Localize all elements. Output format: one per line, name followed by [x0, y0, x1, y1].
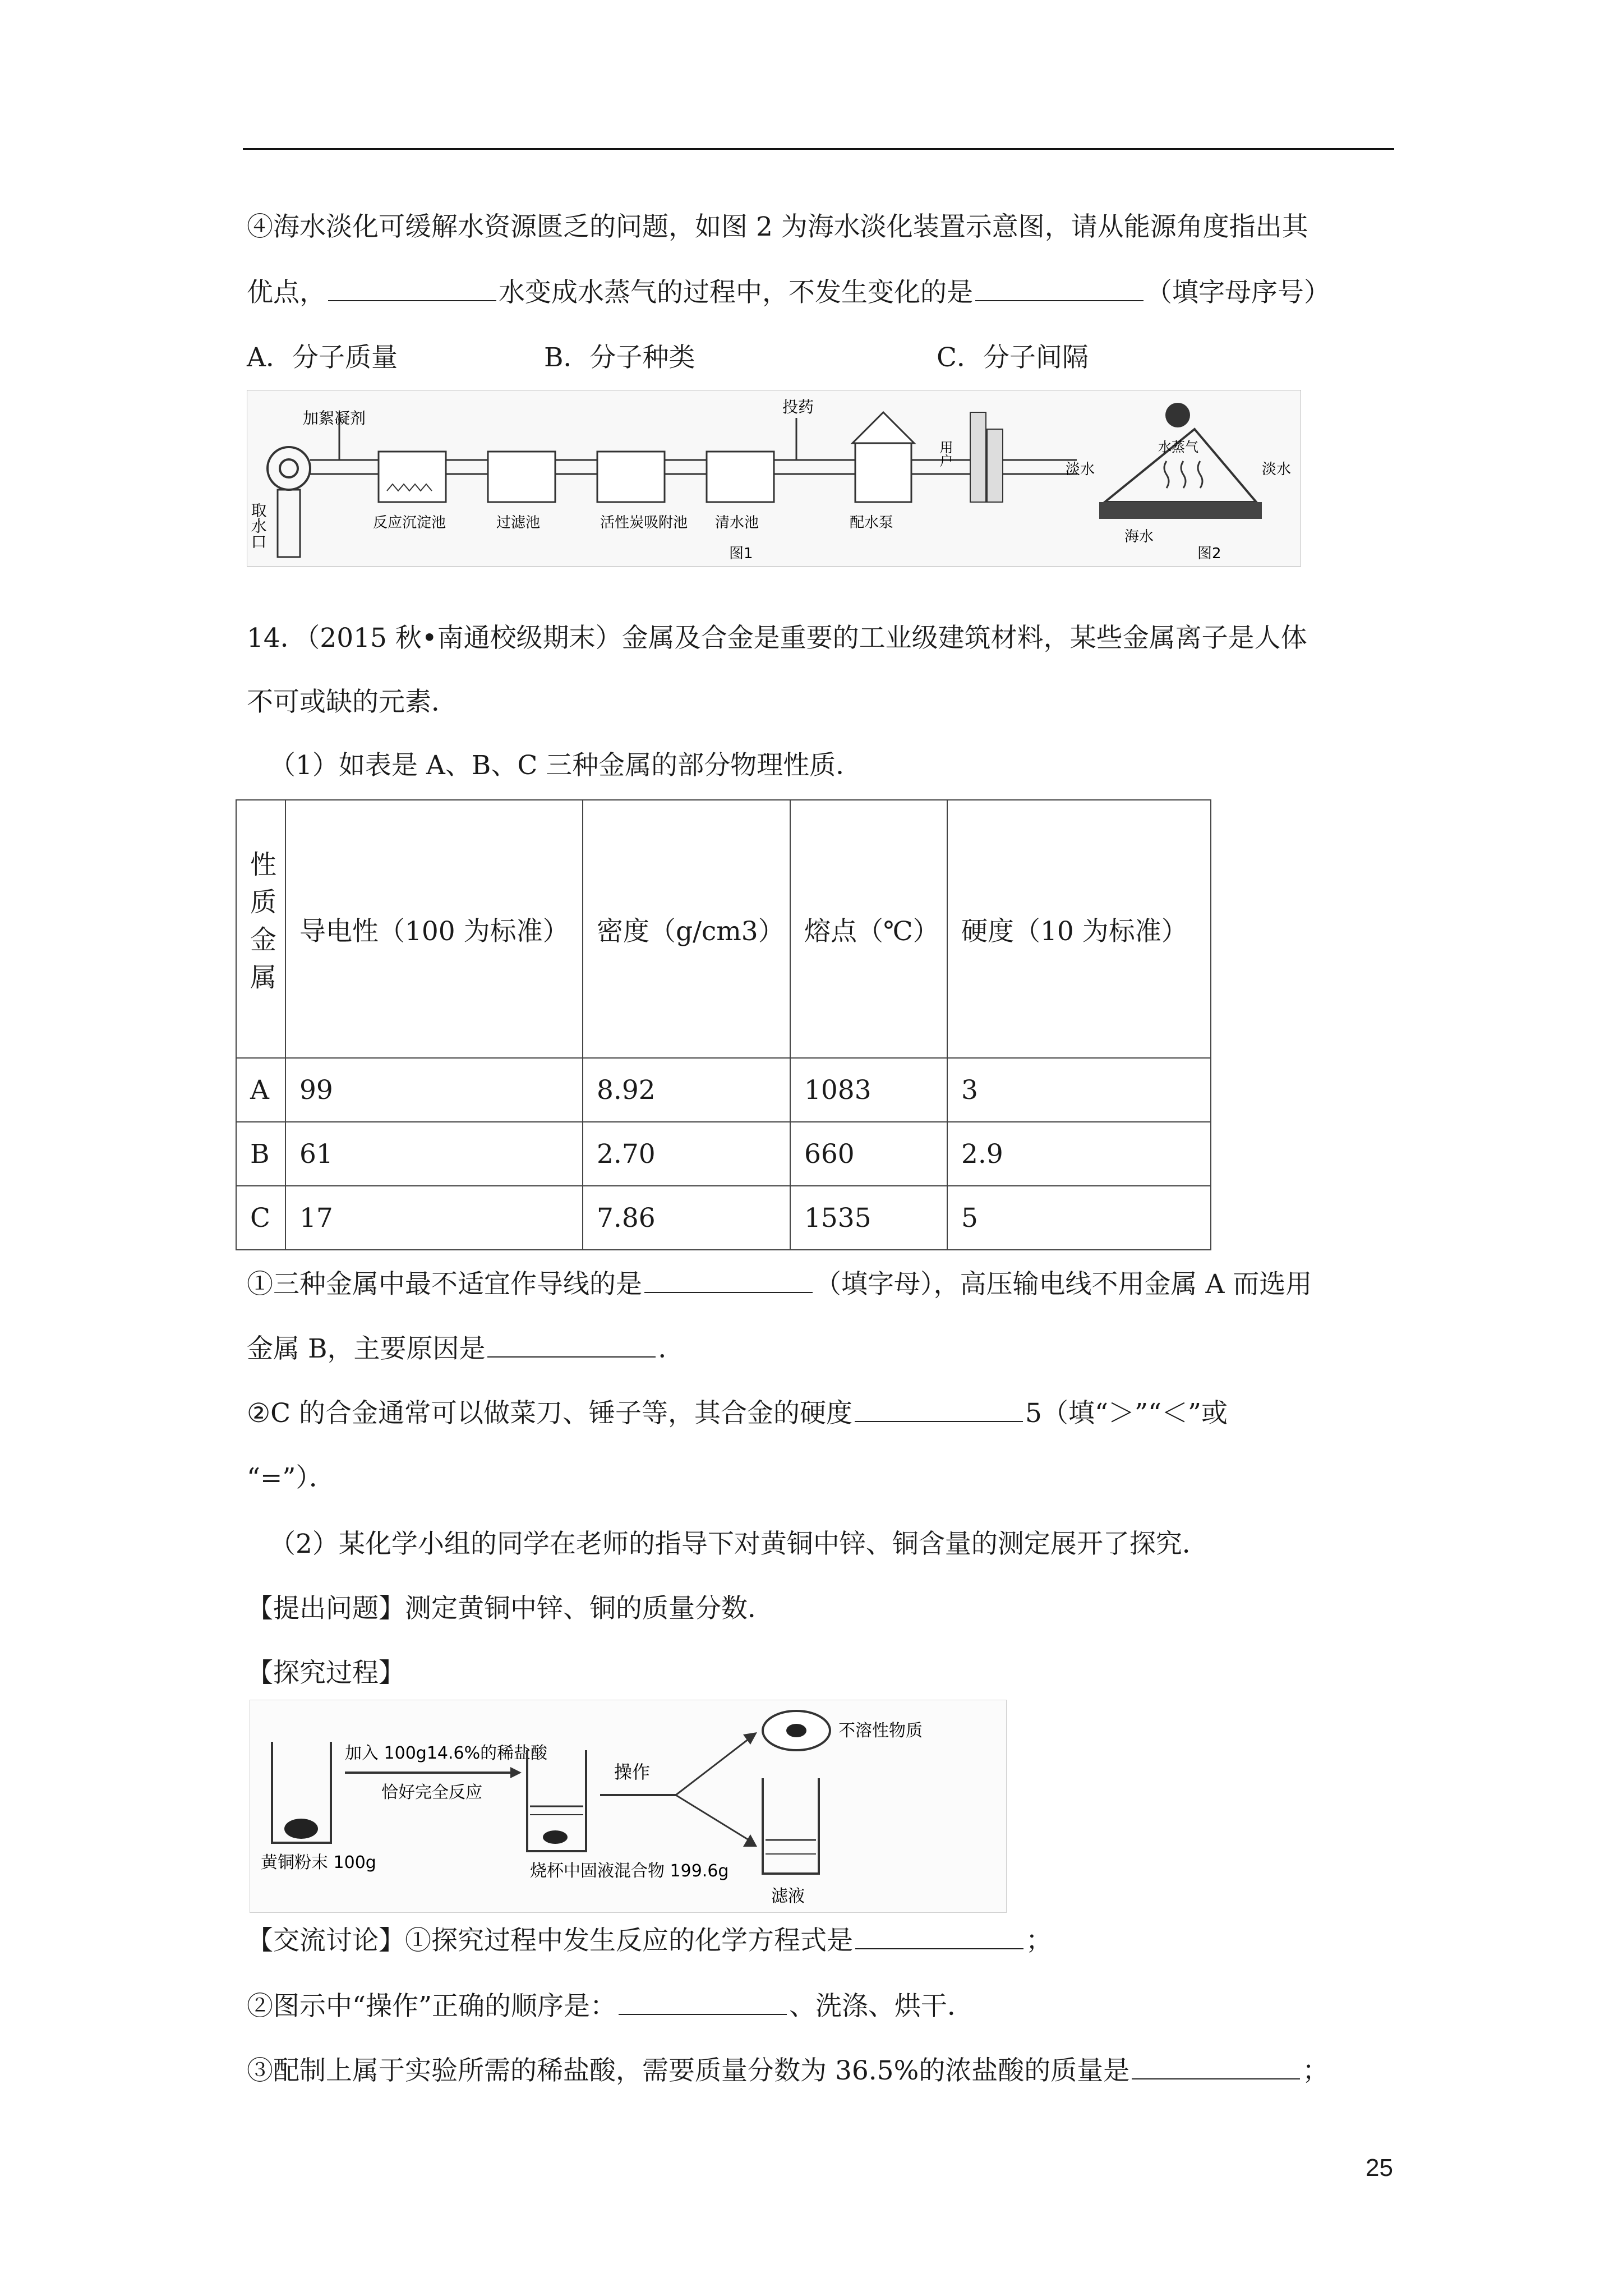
discussion-2-b: 、洗涤、烘干．	[789, 1991, 974, 2022]
table-cell: 2.9	[947, 1122, 1211, 1186]
operation-label: 操作	[614, 1761, 651, 1783]
answer-blank[interactable]	[1132, 2056, 1300, 2079]
q14-part2: （2）某化学小组的同学在老师的指导下对黄铜中锌、铜含量的测定展开了探究．	[269, 1529, 1209, 1559]
table-cell: 1535	[790, 1186, 947, 1250]
still-basin	[1099, 502, 1262, 519]
filtrate-label: 滤液	[771, 1887, 805, 1906]
discussion-line3	[247, 2051, 1329, 2091]
option-b: B．分子种类	[544, 342, 695, 373]
answer-blank[interactable]	[328, 278, 496, 301]
table-cell: 1083	[790, 1058, 947, 1122]
header-rule	[243, 148, 1394, 150]
sun-icon	[1165, 403, 1190, 427]
insoluble-label: 不溶性物质	[838, 1721, 923, 1741]
intake-label: 取水口	[248, 502, 268, 549]
discussion-2-a: ②图示中“操作”正确的顺序是：	[247, 1991, 617, 2022]
table-cell: 7.86	[583, 1186, 790, 1250]
carbon-tank	[597, 452, 665, 502]
q13-line2	[247, 273, 1330, 312]
clear-label: 清水池	[715, 514, 759, 531]
discussion-1-a: 【交流讨论】①探究过程中发生反应的化学方程式是	[247, 1925, 853, 1956]
experiment-figure	[250, 1700, 1007, 1915]
q14-s2-line1	[247, 1394, 1228, 1433]
dosing-label: 投药	[782, 398, 814, 416]
table-header: 熔点（℃）	[790, 800, 947, 1058]
q14-part1: （1）如表是 A、B、C 三种金属的部分物理性质．	[269, 750, 863, 781]
q13-line2-a: 优点，	[247, 277, 326, 308]
q14-s2-b: 5（填“＞”“＜”或	[1025, 1398, 1228, 1429]
brass-label: 黄铜粉末 100g	[261, 1853, 376, 1872]
vapor-label: 水蒸气	[1158, 439, 1198, 455]
sediment-tank	[379, 452, 446, 502]
table-cell: 3	[947, 1058, 1211, 1122]
table-header: 硬度（10 为标准）	[947, 800, 1211, 1058]
brass-powder	[284, 1819, 318, 1839]
discussion-line2	[247, 1987, 974, 2026]
carbon-label: 活性炭吸附池	[600, 514, 688, 531]
discussion-3-a: ③配制上属于实验所需的稀盐酸，需要质量分数为 36.5%的浓盐酸的质量是	[247, 2055, 1130, 2086]
table-cell: A	[236, 1058, 285, 1122]
q13-line2-b: 水变成水蒸气的过程中，不发生变化的是	[499, 277, 973, 308]
q14-s1-c: 金属 B，主要原因是	[247, 1333, 486, 1364]
option-a: A．分子质量	[247, 342, 398, 373]
q13-options	[247, 338, 1089, 378]
table-header-row	[236, 800, 1211, 1058]
fresh-right-label: 淡水	[1262, 461, 1292, 478]
answer-blank[interactable]	[644, 1269, 813, 1293]
q14-s1-d: ．	[658, 1333, 685, 1364]
coagulant-label: 加絮凝剂	[303, 409, 366, 427]
filter-tank	[488, 452, 555, 502]
figure2-caption: 图2	[1197, 545, 1221, 562]
answer-blank[interactable]	[619, 1991, 787, 2015]
q14-ask: 【提出问题】测定黄铜中锌、铜的质量分数．	[247, 1593, 774, 1624]
option-c: C．分子间隔	[937, 342, 1089, 373]
q13-line2-c: （填字母序号）	[1146, 277, 1330, 308]
table-header: 密度（g/cm3）	[583, 800, 790, 1058]
complete-label: 恰好完全反应	[381, 1783, 482, 1802]
q14-s1-line1	[247, 1265, 1312, 1304]
pump-house	[855, 443, 911, 502]
table-cell: 2.70	[583, 1122, 790, 1186]
page-number: 25	[1366, 2154, 1393, 2182]
table-row	[236, 1186, 1211, 1250]
q14-s1-a: ①三种金属中最不适宜作导线的是	[247, 1269, 642, 1300]
q14-s1-line2	[247, 1329, 684, 1369]
table-corner: 性质金属	[236, 800, 285, 1058]
sediment-label: 反应沉淀池	[373, 514, 446, 531]
table-cell: B	[236, 1122, 285, 1186]
pump-label: 配水泵	[850, 514, 894, 531]
q13-line1: ④海水淡化可缓解水资源匮乏的问题，如图 2 为海水淡化装置示意图，请从能源角度指出其	[247, 211, 1308, 242]
table-row	[236, 1058, 1211, 1122]
table-cell: 61	[285, 1122, 583, 1186]
mixture-label: 烧杯中固液混合物 199.6g	[530, 1861, 729, 1881]
q14-s1-b: （填字母），高压输电线不用金属 A 而选用	[815, 1269, 1312, 1300]
user-label: 用户	[937, 440, 953, 467]
sea-label: 海水	[1124, 528, 1154, 545]
answer-blank[interactable]	[975, 278, 1144, 301]
q14-line1: 14．（2015 秋•南通校级期末）金属及合金是重要的工业级建筑材料，某些金属离子是人体	[247, 623, 1307, 654]
table-cell: 17	[285, 1186, 583, 1250]
discussion-line1	[247, 1921, 1052, 1961]
q14-s2-line2: “=”）．	[247, 1462, 335, 1493]
fresh-left-label: 淡水	[1066, 461, 1095, 478]
q14-s2-a: ②C 的合金通常可以做菜刀、锤子等，其合金的硬度	[247, 1398, 853, 1429]
table-cell: 8.92	[583, 1058, 790, 1122]
metal-properties-table	[236, 799, 1211, 1250]
insoluble-solid	[786, 1724, 806, 1737]
discussion-1-b: ；	[1026, 1925, 1052, 1956]
q14-process: 【探究过程】	[247, 1658, 405, 1688]
experiment-svg	[250, 1700, 1007, 1913]
user-building-2	[987, 429, 1003, 502]
answer-blank[interactable]	[855, 1398, 1023, 1422]
answer-blank[interactable]	[487, 1334, 656, 1358]
q14-line2: 不可或缺的元素．	[247, 687, 458, 717]
answer-blank[interactable]	[855, 1926, 1023, 1949]
add-acid-label: 加入 100g14.6%的稀盐酸	[345, 1743, 548, 1763]
table-header: 导电性（100 为标准）	[285, 800, 583, 1058]
discussion-3-b: ；	[1302, 2055, 1329, 2086]
table-cell: 660	[790, 1122, 947, 1186]
figure-svg	[247, 390, 1301, 567]
filter-label: 过滤池	[496, 514, 541, 531]
table-cell: 99	[285, 1058, 583, 1122]
table-cell: 5	[947, 1186, 1211, 1250]
clear-tank	[707, 452, 774, 502]
user-building-1	[970, 412, 986, 502]
table-row	[236, 1122, 1211, 1186]
figure1-caption: 图1	[729, 545, 753, 562]
water-treatment-figure	[247, 390, 1301, 569]
table-cell: C	[236, 1186, 285, 1250]
residue	[543, 1830, 568, 1844]
